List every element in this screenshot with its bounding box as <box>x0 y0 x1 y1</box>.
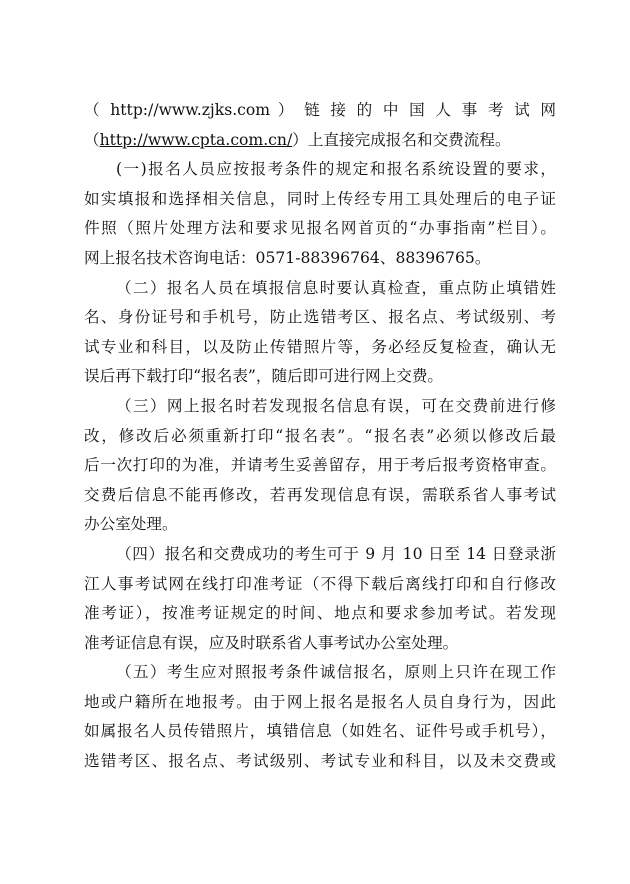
text-line: 如属报名人员传错照片，填错信息（如姓名、证件号或手机号）， <box>84 722 556 741</box>
text-line: 后一次打印的为准，并请考生妥善留存，用于考后报考资格审查。 <box>84 456 556 475</box>
text-line: （五）考生应对照报考条件诚信报名，原则上只许在现工作 <box>116 663 556 682</box>
text-line: 江人事考试网在线打印准考证（不得下载后离线打印和自行修改 <box>84 574 556 593</box>
text-line: 办公室处理。 <box>84 515 178 534</box>
text-line: (一)报名人员应按报考条件的规定和报名系统设置的要求， <box>116 160 556 179</box>
text-line: （三）网上报名时若发现报名信息有误，可在交费前进行修 <box>116 396 556 415</box>
text-line: 误后再下载打印“报名表”，随后即可进行网上交费。 <box>84 367 444 386</box>
text-line: 件照（照片处理方法和要求见报名网首页的“办事指南”栏目）。 <box>84 219 556 238</box>
text-line: 准考证），按准考证规定的时间、地点和要求参加考试。若发现 <box>84 604 556 623</box>
text-line <box>84 126 556 154</box>
text-line: 网上报名技术咨询电话：0571-88396764、88396765。 <box>84 248 491 267</box>
text-line <box>84 96 556 124</box>
text-line: 名、身份证号和手机号，防止选错考区、报名点、考试级别、考 <box>84 308 556 327</box>
text-line: 准考证信息有误，应及时联系省人事考试办公室处理。 <box>84 633 459 652</box>
cpta-link[interactable]: http://www.cpta.com.cn/ <box>99 130 293 149</box>
text-span: ）上直接完成报名和交费流程。 <box>292 130 511 149</box>
document-body <box>84 96 556 777</box>
text-line: （二）报名人员在填报信息时要认真检查，重点防止填错姓 <box>116 278 556 297</box>
text-line: 如实填报和选择相关信息，同时上传经专用工具处理后的电子证 <box>84 189 556 208</box>
text-span: （ http://www.zjks.com ） 链 接 的 中 国 人 事 考 试 网 <box>84 101 556 119</box>
text-line: （四）报名和交费成功的考生可于 9 月 10 日至 14 日登录浙 <box>116 544 556 563</box>
text-line: 交费后信息不能再修改，若再发现信息有误，需联系省人事考试 <box>84 485 556 504</box>
text-span: （ <box>84 130 100 149</box>
text-line: 选错考区、报名点、考试级别、考试专业和科目，以及未交费或 <box>84 752 556 771</box>
text-line: 改，修改后必须重新打印“报名表”。“报名表”必须以修改后最 <box>84 426 556 445</box>
text-line: 试专业和科目，以及防止传错照片等，务必经反复检查，确认无 <box>84 337 556 356</box>
text-line: 地或户籍所在地报考。由于网上报名是报名人员自身行为，因此 <box>84 692 556 711</box>
